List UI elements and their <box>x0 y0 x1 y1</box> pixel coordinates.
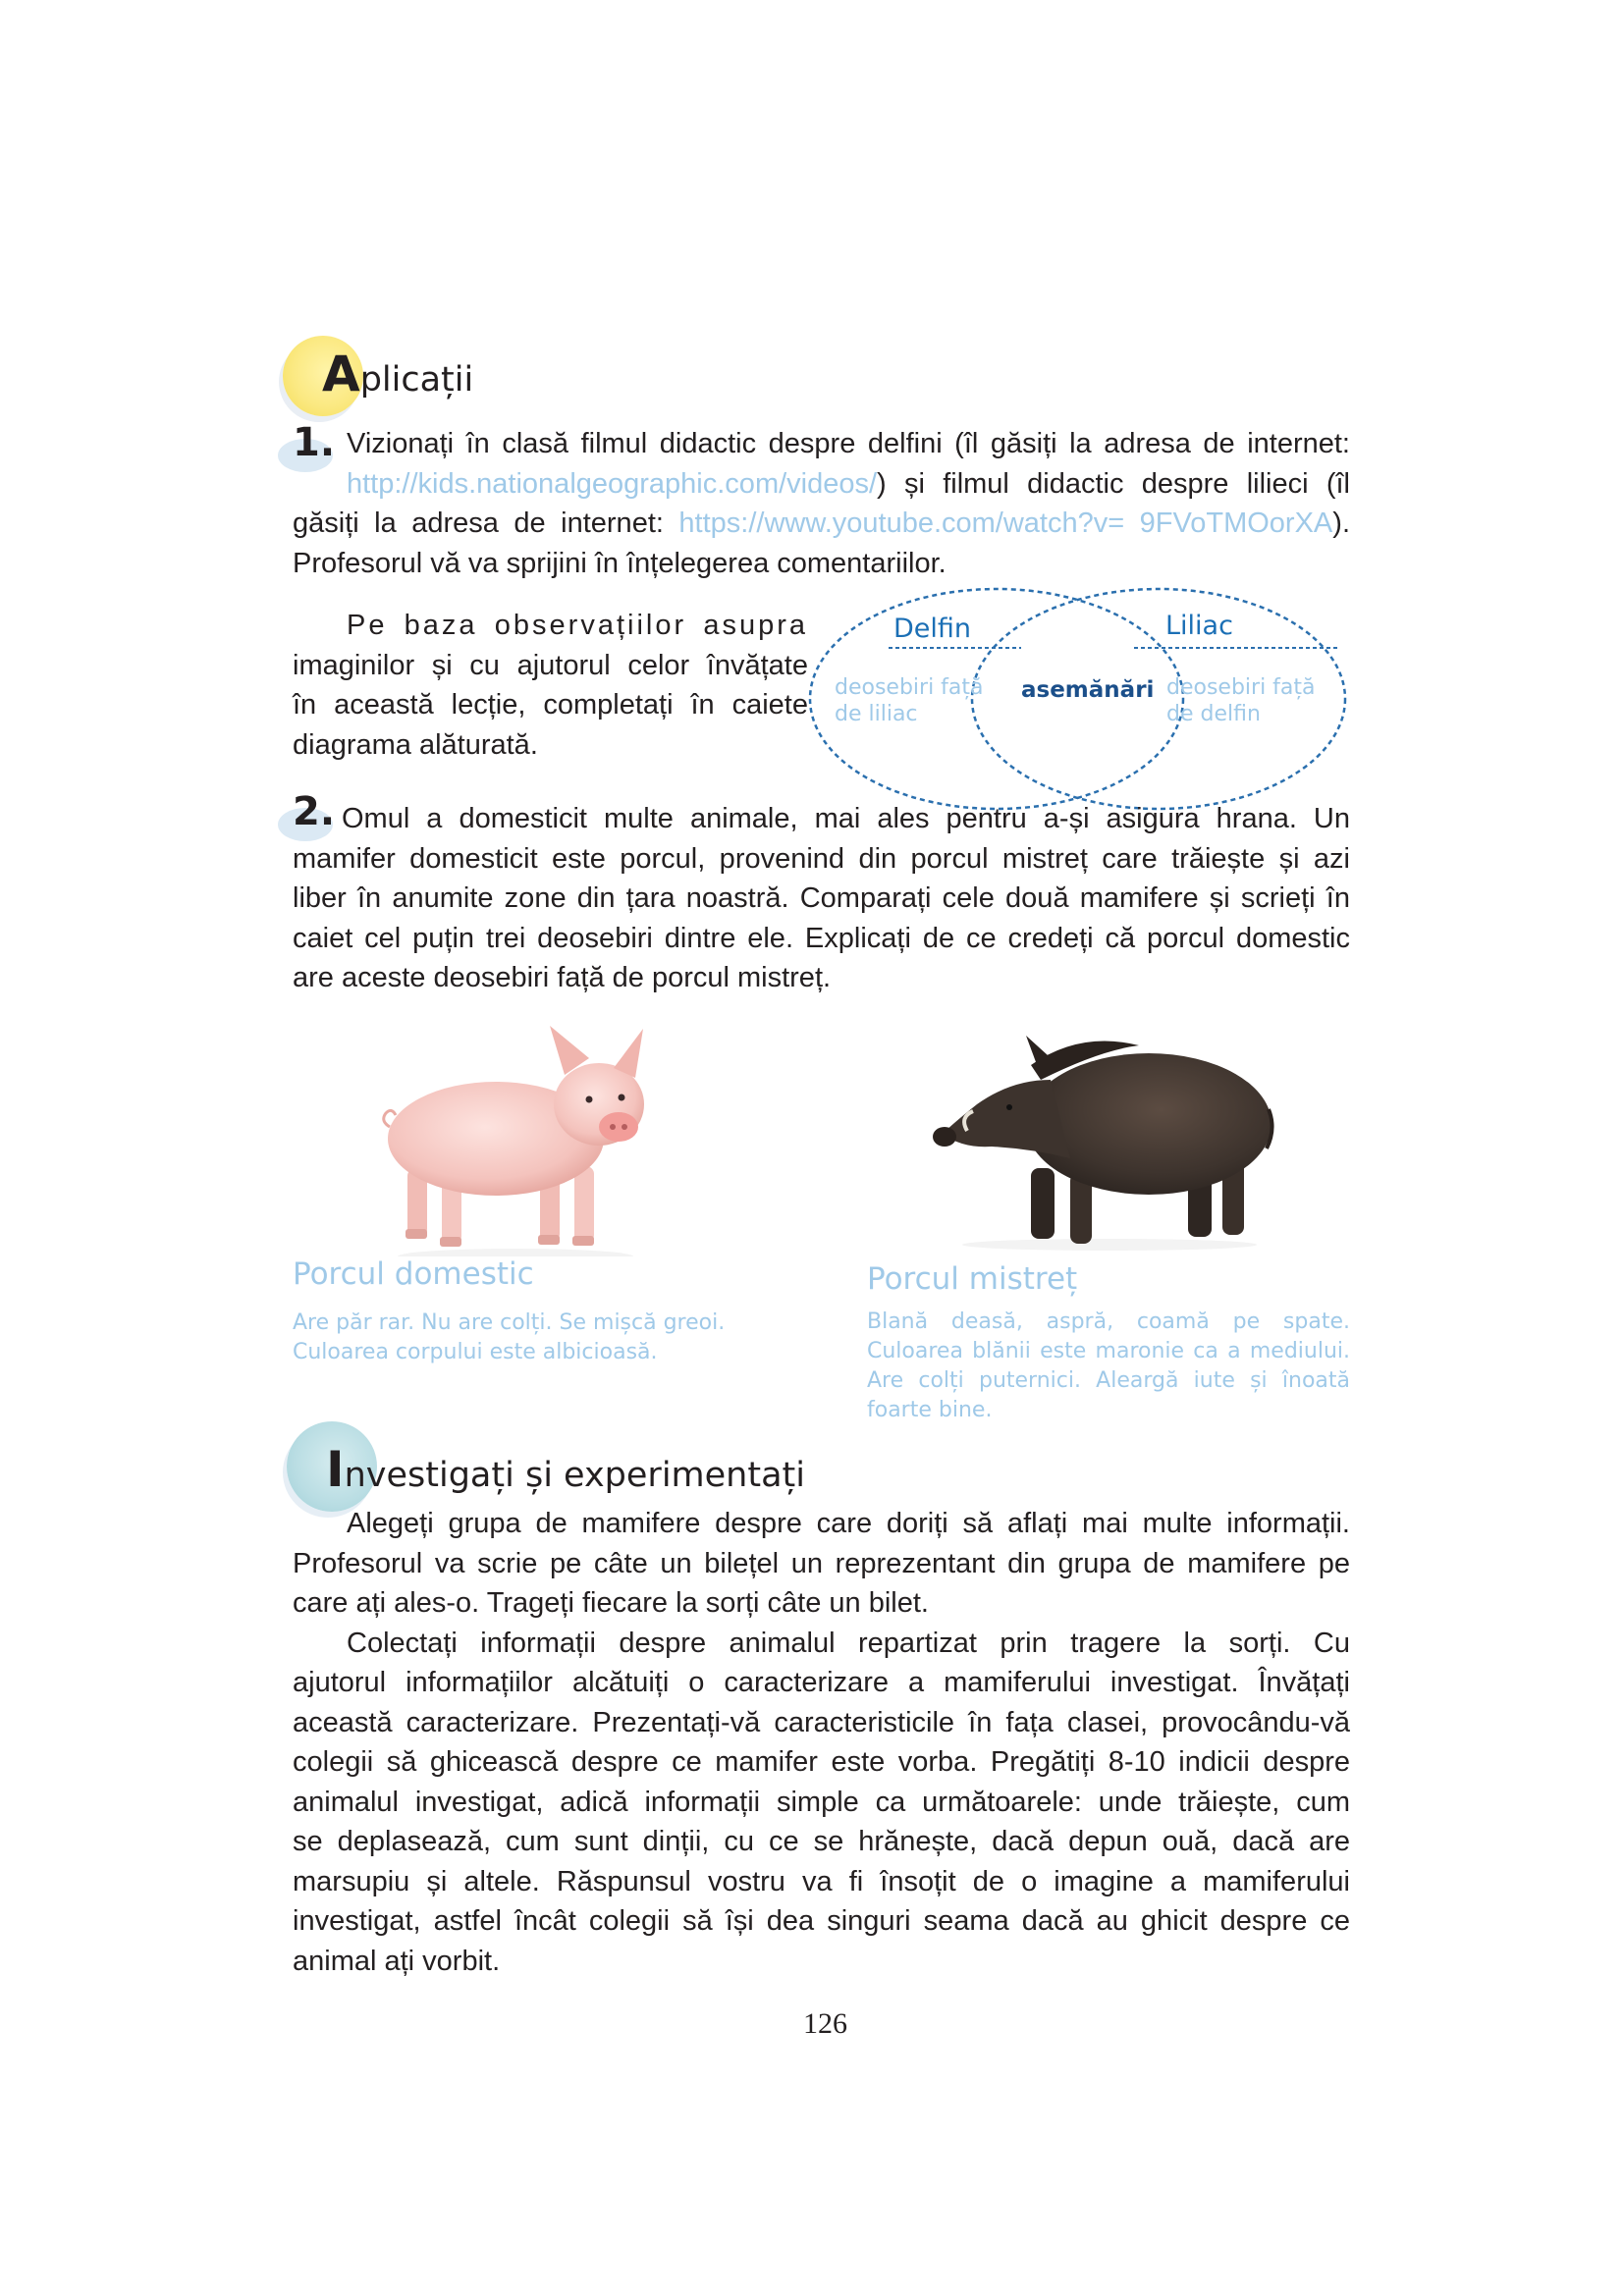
investigati-text: Alegeți grupa de mamifere despre care doriți să aflați mai multe informații. Profesorul va scrie pe câte un bilețel un reprezentant din grupa de mamifere pe care ați ales-o. Trageți fiecare la sorți câte un bilet. Colectați informații despre animalul repartizat prin tragere la sorți. Cu ajutorul informațiilor alcătuiți o caracterizare a mamiferului investigat. Învățați această caracterizare. Prezentați-vă caracteristicile în fața clasei, provocându-vă colegii să ghicească despre ce mamifer este vorba. Pregătiți 8-10 indicii despre animalul investigat, adică informații simple ca următoarele: unde trăiește, cum se deplasează, cum sunt dinții, cu ce se hrănește, dacă depun ouă, dacă are marsupiu și altele. Răspunsul vostru va fi însoțit de o imagine a mamiferului investigat, astfel încât colegii să își dea singuri seama dacă au ghicit despre ce animal ați vorbit. <box>293 1508 1350 1977</box>
exercise-2-text: Omul a domesticit multe animale, mai ales pentru a-și asigura hrana. Un mamifer domesticit este porcul, provenind din porcul mistreț care trăiește și azi liber în anumite zone din țara noastră. Comparați cele două mamifere și scrieți în caiet cel puțin trei deosebiri dintre ele. Explicați de ce credeți că porcul domestic are aceste deosebiri față de porcul mistreț. <box>293 803 1350 993</box>
natgeo-link[interactable]: http://kids.nationalgeographic.com/videos/ <box>347 467 878 500</box>
venn-right-title: Liliac <box>1165 611 1233 641</box>
wild-boar-title: Porcul mistreț <box>867 1261 1078 1297</box>
exercise-1-instruction: Pe baza observațiilor asupra imaginilor și cu ajutorul celor învățate în această lecție, completați în caiete diagrama alăturată. <box>293 610 808 761</box>
aplicatii-heading-letter: A <box>322 346 360 402</box>
exercise-2-number: 2. <box>293 789 336 834</box>
aplicatii-heading <box>322 346 473 402</box>
domestic-pig-description: Are păr rar. Nu are colți. Se mișcă greoi. Culoarea corpului este albicioasă. <box>293 1310 726 1364</box>
page-number: 126 <box>803 2007 847 2040</box>
exercise-1-text <box>293 424 1350 583</box>
venn-left-text: deosebiri față de liliac <box>835 675 984 726</box>
exercise-1-line-1: Vizionați în clasă filmul didactic despre delfini (îl găsiți la adresa de internet: <box>347 428 1350 459</box>
domestic-pig-image <box>378 1021 663 1256</box>
exercise-1-number: 1. <box>293 420 336 465</box>
venn-right-text: deosebiri față de delfin <box>1166 675 1316 726</box>
aplicatii-heading-rest: plicații <box>359 360 474 400</box>
venn-left-title: Delfin <box>893 614 972 644</box>
youtube-link[interactable]: https://www.youtube.com/watch?v= 9FVoTMOorXA <box>678 507 1333 539</box>
wild-boar-description: Blană deasă, aspră, coamă pe spate. Culoarea blănii este maronie ca a mediului. Are colți puternici. Aleargă iute și înoată foarte bine. <box>867 1309 1350 1422</box>
exercise-1-line-4: Profesorul vă va sprijini în înțelegerea comentariilor. <box>293 547 947 579</box>
domestic-pig-title: Porcul domestic <box>293 1256 534 1292</box>
wild-boar-image <box>923 1011 1276 1252</box>
investigati-heading <box>326 1441 805 1498</box>
exercise-1-line-3: găsiți la adresa de internet: https://www.youtube.com/watch?v= 9FVoTMOorXA). <box>293 507 1350 539</box>
exercise-1-line-2: http://kids.nationalgeographic.com/videos/) și filmul didactic despre lilieci (îl <box>347 467 1350 500</box>
investigati-heading-letter: I <box>326 1441 345 1498</box>
venn-middle-text: asemănări <box>1021 677 1155 703</box>
investigati-heading-rest: nvestigați și experimentați <box>344 1456 805 1495</box>
